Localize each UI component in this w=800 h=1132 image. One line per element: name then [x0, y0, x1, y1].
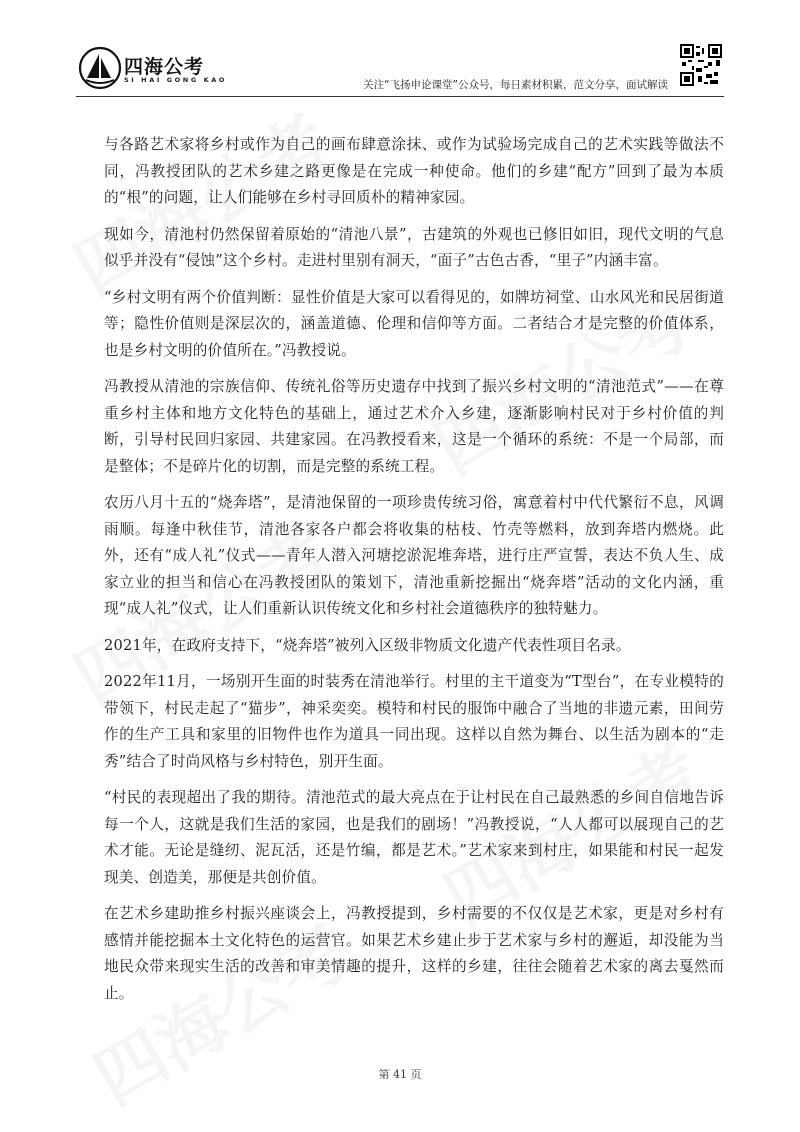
paragraph: 2021年，在政府支持下，“烧奔塔”被列入区级非物质文化遗产代表性项目名录。	[104, 636, 631, 654]
brand-subtitle: SI HAI GONG KAO	[124, 76, 228, 84]
paragraph: 农历八月十五的“烧奔塔”，是清池保留的一项珍贵传统习俗，寓意着村中代代繁衍不息，风调雨顺。每逢中秋佳节，清池各家各户都会将收集的枯枝、竹壳等燃料，放到奔塔内燃烧。此外，还有“成人礼”仪式——青年人潜入河塘挖淤泥堆奔塔，进行庄严宣誓，表达不负人生、成家立业的担当和信心在冯教授团队的策划下，清池重新挖掘出“烧奔塔”活动的文化内涵，重现“成人礼”仪式，让人们重新认识传统文化和乡村社会道德秩序的独特魅力。	[104, 494, 724, 617]
paragraph: 冯教授从清池的宗族信仰、传统礼俗等历史遗存中找到了振兴乡村文明的“清池范式”——在尊重乡村主体和地方文化特色的基础上，通过艺术介入乡建，逐渐影响村民对于乡村价值的判断，引导村民回归家园、共建家园。在冯教授看来，这是一个循环的系统：不是一个局部，而是整体；不是碎片化的切割，而是完整的系统工程。	[104, 378, 724, 475]
brand-name: 四海公考	[124, 56, 205, 78]
page-number: 第 41 页	[378, 1068, 422, 1081]
paragraph: 在艺术乡建助推乡村振兴座谈会上，冯教授提到，乡村需要的不仅仅是艺术家，更是对乡村有感情并能挖掘本土文化特色的运营官。如果艺术乡建止步于艺术家与乡村的邂逅，却没能为当地民众带来现实生活的改善和审美情趣的提升，这样的乡建，往往会随着艺术家的离去戛然而止。	[104, 905, 724, 1002]
paragraph: 现如今，清池村仍然保留着原始的“清池八景”，古建筑的外观也已修旧如旧，现代文明的气息似乎并没有“侵蚀”这个乡村。走进村里别有洞天，“面子”古色古香，“里子”内涵丰富。	[104, 225, 724, 269]
paragraph: “乡村文明有两个价值判断：显性价值是大家可以看得见的，如牌坊祠堂、山水风光和民居街道等；隐性价值则是深层次的，涵盖道德、伦理和信仰等方面。二者结合才是完整的价值体系，也是乡村文明的价值所在。”冯教授说。	[104, 288, 724, 359]
header-divider	[76, 96, 724, 97]
qr-code-icon	[680, 44, 722, 86]
paragraph: “村民的表现超出了我的期待。清池范式的最大亮点在于让村民在自己最熟悉的乡间自信地告诉每一个人，这就是我们生活的家园，也是我们的剧场！”冯教授说，“人人都可以展现自己的艺术才能。无论是缝纫、泥瓦活，还是竹编，都是艺术。”艺术家来到村庄，如果能和村民一起发现美、创造美，那便是共创价值。	[104, 789, 724, 886]
article-body	[104, 132, 724, 1017]
paragraph: 与各路艺术家将乡村或作为自己的画布肆意涂抹、或作为试验场完成自己的艺术实践等做法不同，冯教授团队的艺术乡建之路更像是在完成一种使命。他们的乡建“配方”回到了最为本质的“根”的问题，让人们能够在乡村寻回质朴的精神家园。	[104, 136, 724, 206]
paragraph: 2022年11月，一场别开生面的时装秀在清池举行。村里的主干道变为“T型台”，在专业模特的带领下，村民走起了“猫步”，神采奕奕。模特和村民的服饰中融合了当地的非遗元素，田间劳作的生产工具和家里的旧物件也作为道具一同出现。这样以自然为舞台、以生活为剧本的“走秀”结合了时尚风格与乡村特色，别开生面。	[104, 673, 724, 770]
sailboat-logo-icon	[78, 46, 122, 90]
header-slogan: 关注“飞扬申论课堂”公众号，每日素材积累，范文分享，面试解读	[363, 79, 668, 91]
page-header	[0, 0, 800, 100]
